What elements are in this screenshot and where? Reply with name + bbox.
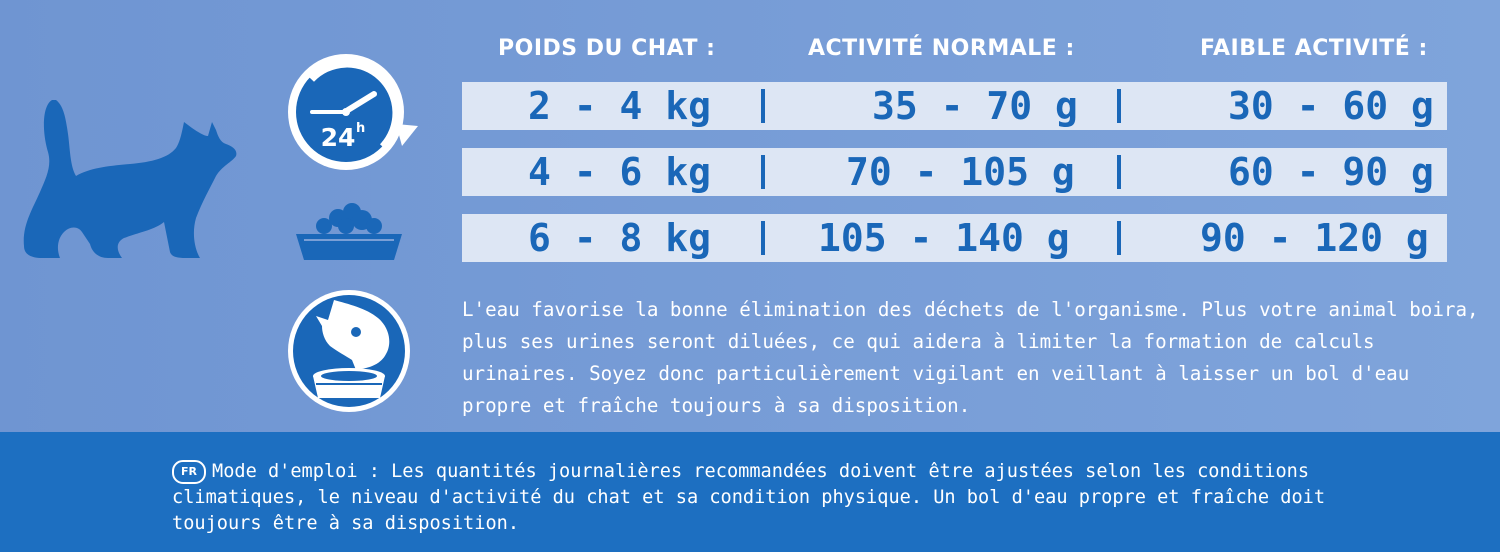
table-row — [462, 148, 1447, 196]
water-note: L'eau favorise la bonne élimination des déchets de l'organisme. Plus votre animal boira, plus ses urines seront diluées, ce qui aidera à limiter la formation de calculs urinaires. Soyez donc particulièrement vigilant en veillant à laisser un bol d'eau propre et fraîche toujours à sa disposition. — [462, 298, 1479, 417]
column-divider — [1117, 155, 1121, 189]
24h-clock-icon — [284, 52, 422, 174]
clock-label-sup: h — [356, 121, 366, 136]
column-divider — [1117, 221, 1121, 255]
header-weight: POIDS DU CHAT : — [498, 36, 716, 61]
column-divider — [761, 155, 765, 189]
weight-cell: 6 - 8 kg — [528, 216, 712, 260]
normal-activity-cell: 105 - 140 g — [818, 216, 1070, 260]
header-normal-activity: ACTIVITÉ NORMALE : — [808, 36, 1075, 61]
table-row — [462, 82, 1447, 130]
normal-activity-cell: 70 - 105 g — [846, 150, 1075, 194]
footer-band — [0, 432, 1500, 552]
cat-silhouette-icon — [12, 92, 244, 262]
low-activity-cell: 60 - 90 g — [1228, 150, 1434, 194]
footer-instructions — [172, 459, 1342, 537]
low-activity-cell: 30 - 60 g — [1228, 84, 1434, 128]
header-low-activity: FAIBLE ACTIVITÉ : — [1200, 36, 1428, 61]
cat-drinking-icon — [286, 288, 412, 414]
footer-text: Mode d'emploi : Les quantités journalières recommandées doivent être ajustées selon les conditions climatiques, le niveau d'activité du chat et sa condition physique. Un bol d'eau propre et fraîche doit toujours être à sa disposition. — [172, 461, 1326, 534]
clock-label: 24 — [320, 123, 356, 152]
weight-cell: 2 - 4 kg — [528, 84, 712, 128]
food-bowl-icon — [290, 202, 408, 262]
table-row — [462, 214, 1447, 262]
column-divider — [761, 221, 765, 255]
normal-activity-cell: 35 - 70 g — [872, 84, 1078, 128]
language-badge: FR — [172, 460, 206, 484]
column-divider — [761, 89, 765, 123]
low-activity-cell: 90 - 120 g — [1200, 216, 1429, 260]
column-divider — [1117, 89, 1121, 123]
weight-cell: 4 - 6 kg — [528, 150, 712, 194]
